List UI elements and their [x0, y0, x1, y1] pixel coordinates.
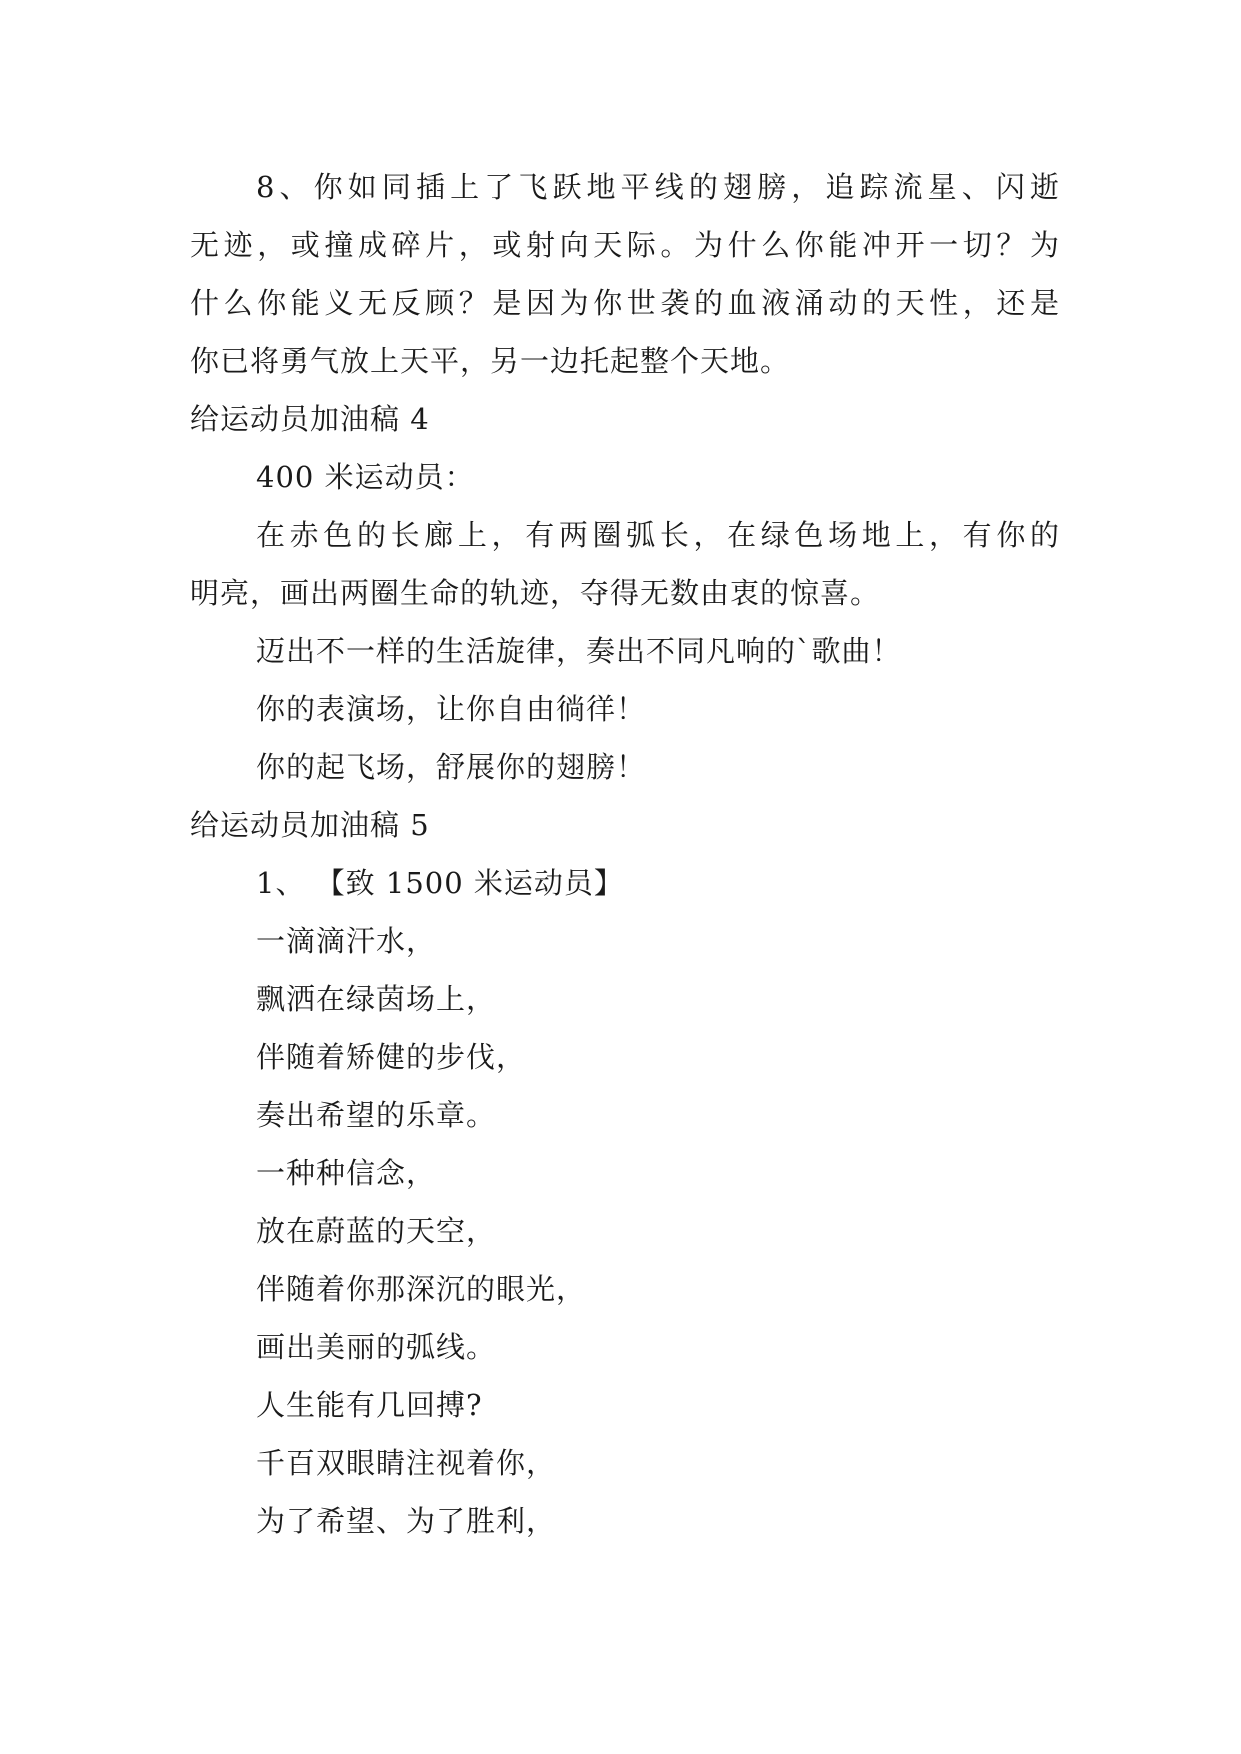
section-4-paragraph-line-1: 在赤色的长廊上，有两圈弧长，在绿色场地上，有你的 [256, 518, 1060, 552]
poem-line-9: 人生能有几回搏? [256, 1388, 483, 1422]
poem-line-2: 飘洒在绿茵场上， [256, 982, 497, 1016]
poem-line-8: 画出美丽的弧线。 [256, 1330, 497, 1364]
paragraph-8-line-4: 你已将勇气放上天平，另一边托起整个天地。 [190, 344, 791, 378]
section-5-subtitle: 1、 【致 1500 米运动员】 [256, 866, 624, 900]
poem-line-11: 为了希望、为了胜利， [256, 1504, 557, 1538]
poem-line-10: 千百双眼睛注视着你， [256, 1446, 557, 1480]
paragraph-8-line-2: 无迹，或撞成碎片，或射向天际。为什么你能冲开一切？为 [190, 228, 1060, 262]
poem-line-4: 奏出希望的乐章。 [256, 1098, 497, 1132]
poem-line-3: 伴随着矫健的步伐， [256, 1040, 527, 1074]
paragraph-8-line-1: 8、你如同插上了飞跃地平线的翅膀，追踪流星、闪逝 [256, 170, 1060, 204]
poem-line-5: 一种种信念， [256, 1156, 437, 1190]
paragraph-8-line-3: 什么你能义无反顾？是因为你世袭的血液涌动的天性，还是 [190, 286, 1060, 320]
poem-line-7: 伴随着你那深沉的眼光， [256, 1272, 587, 1306]
section-5-heading: 给运动员加油稿 5 [190, 808, 430, 842]
section-4-subtitle: 400 米运动员： [256, 460, 475, 494]
document-body [190, 158, 1060, 1550]
section-4-line-1: 迈出不一样的生活旋律，奏出不同凡响的`歌曲！ [256, 634, 902, 668]
section-4-paragraph-line-2: 明亮，画出两圈生命的轨迹，夺得无数由衷的惊喜。 [190, 576, 881, 610]
section-4-heading: 给运动员加油稿 4 [190, 402, 430, 436]
poem-line-1: 一滴滴汗水， [256, 924, 437, 958]
poem-line-6: 放在蔚蓝的天空， [256, 1214, 497, 1248]
section-4-line-3: 你的起飞场，舒展你的翅膀！ [256, 750, 647, 784]
section-4-line-2: 你的表演场，让你自由徜徉！ [256, 692, 647, 726]
